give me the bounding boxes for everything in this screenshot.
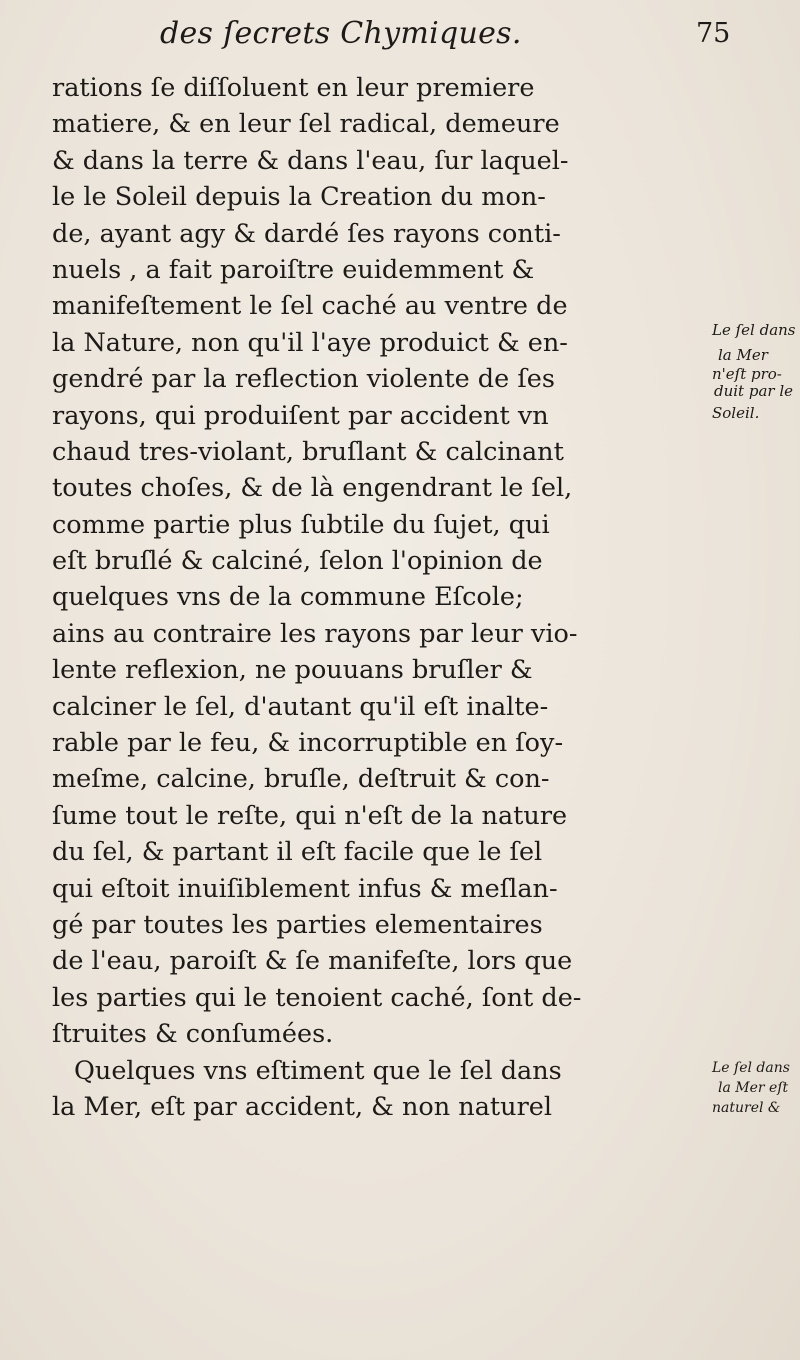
text-line: la Mer, eſt par accident, & non naturel [52, 1091, 553, 1122]
text-line: eſt bruſlé & calciné, ſelon l'opinion de [52, 546, 543, 577]
text-line: qui eſtoit inuiſiblement infus & meſlan- [52, 873, 558, 904]
running-title: des ſecrets Chymiques. [160, 16, 522, 51]
text-line: meſme, calcine, bruſle, deſtruit & con- [52, 764, 550, 795]
text-line: Quelques vns eſtiment que le ſel dans [74, 1055, 562, 1086]
text-line: la Nature, non qu'il l'aye produict & en- [52, 327, 568, 358]
text-line: rayons, qui produiſent par accident vn [52, 400, 549, 431]
body-text [52, 70, 702, 1125]
margin-note-line: n'eſt pro- [712, 365, 782, 383]
text-line: ſume tout le reſte, qui n'eſt de la nature [52, 800, 568, 831]
text-line: chaud tres-violant, bruſlant & calcinant [52, 436, 564, 467]
text-line: & dans la terre & dans l'eau, ſur laquel- [52, 145, 569, 176]
text-line: de, ayant agy & dardé ſes rayons conti- [52, 218, 561, 249]
text-line: calciner le ſel, d'autant qu'il eſt inalte- [52, 691, 549, 722]
text-line: lente reflexion, ne pouuans bruſler & [52, 655, 533, 686]
text-line: gendré par la reflection violente de ſes [52, 364, 555, 395]
margin-note-line: duit par le [714, 382, 794, 400]
text-line: rations ſe diſſoluent en leur premiere [52, 73, 535, 103]
text-line: comme partie plus ſubtile du ſujet, qui [52, 509, 550, 540]
text-line: gé par toutes les parties elementaires [52, 909, 543, 940]
text-line: le le Soleil depuis la Creation du mon- [52, 182, 546, 213]
text-line: nuels , a fait paroiſtre euidemment & [52, 254, 535, 285]
text-line: rable par le feu, & incorruptible en ſoy- [52, 728, 564, 759]
text-line: de l'eau, paroiſt & ſe manifeſte, lors que [52, 946, 573, 977]
text-line: quelques vns de la commune Eſcole; [52, 582, 524, 613]
text-line: matiere, & en leur ſel radical, demeure [52, 109, 560, 140]
text-line: les parties qui le tenoient caché, ſont de- [52, 982, 582, 1013]
text-line: ſtruites & conſumées. [52, 1019, 334, 1050]
margin-note-line: Le ſel dans [712, 321, 796, 339]
text-line: ains au contraire les rayons par leur vio- [52, 618, 578, 649]
margin-note-line: la Mer [718, 346, 768, 364]
margin-note-line: la Mer eſt [718, 1080, 789, 1096]
margin-note-line: Soleil. [712, 404, 760, 422]
margin-note-line: Le ſel dans [712, 1060, 790, 1076]
text-line: du ſel, & partant il eſt facile que le ſel [52, 837, 543, 868]
text-line: manifeſtement le ſel caché au ventre de [52, 291, 568, 322]
margin-note-line: naturel & [712, 1100, 781, 1116]
text-line: toutes choſes, & de là engendrant le ſel, [52, 473, 573, 504]
page-number: 75 [696, 18, 731, 49]
